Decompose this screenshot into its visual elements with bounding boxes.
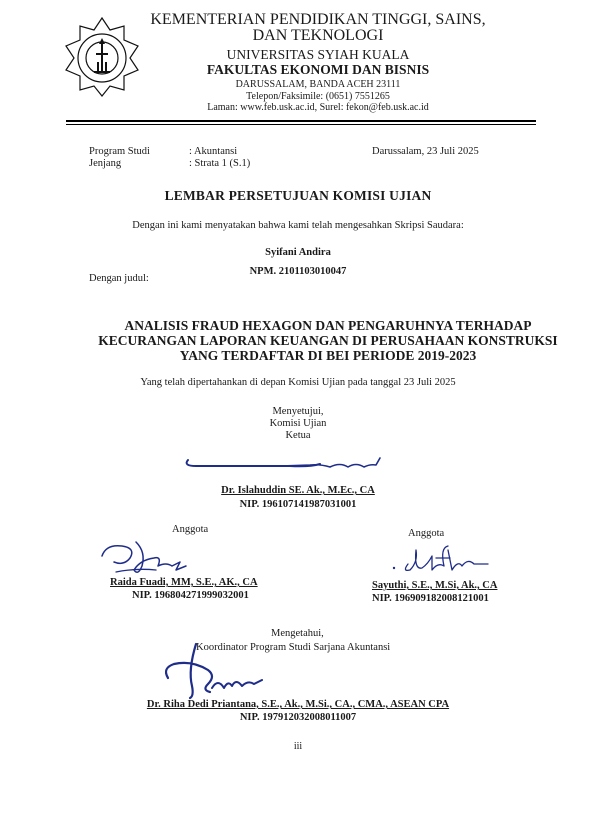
anggota2-nip: NIP. 196909182008121001 [372,593,489,604]
letterhead-ministry-line2: DAN TEKNOLOGI [252,27,384,44]
thesis-title-line: YANG TERDAFTAR DI BEI PERIODE 2019-2023 [179,348,477,363]
approval-line: Menyetujui, [272,406,324,417]
student-npm: NPM. 2101103010047 [249,266,347,277]
thesis-title-line: ANALISIS FRAUD HEXAGON DAN PENGARUHNYA TERHADAP [124,318,532,333]
anggota1-nip: NIP. 196804271999032001 [132,590,249,601]
approval-line: Komisi Ujian [269,418,327,429]
document-date: Darussalam, 23 Juli 2025 [372,146,479,157]
defense-statement: Yang telah dipertahankan di depan Komisi Ujian pada tanggal 23 Juli 2025 [140,377,456,388]
page-number: iii [293,741,303,752]
ketua-nip: NIP. 196107141987031001 [239,499,357,510]
letterhead-phone: Telepon/Faksimile: (0651) 7551265 [246,91,390,102]
approval-statement: Dengan ini kami menyatakan bahwa kami telah mengesahkan Skripsi Saudara: [132,220,464,231]
letterhead-university: UNIVERSITAS SYIAH KUALA [226,47,410,62]
acknowledge-line: Koordinator Program Studi Sarjana Akuntansi [196,642,391,653]
approval-line: Ketua [285,430,311,441]
program-label: Program Studi [89,146,150,157]
anggota2-label: Anggota [408,528,445,539]
page-title: LEMBAR PERSETUJUAN KOMISI UJIAN [164,188,432,203]
letterhead-faculty: FAKULTAS EKONOMI DAN BISNIS [206,62,430,77]
anggota2-name: Sayuthi, S.E., M.Si, Ak., CA [372,580,498,591]
letterhead-web: Laman: www.feb.usk.ac.id, Surel: fekon@feb.usk.ac.id [207,102,429,113]
student-name: Syifani Andira [265,247,331,258]
acknowledge-line: Mengetahui, [271,628,324,639]
anggota2-signature [388,540,508,585]
thesis-title-line: KECURANGAN LAPORAN KEUANGAN DI PERUSAHAAN KONSTRUKSI [98,333,558,348]
letterhead-ministry-line1: KEMENTERIAN PENDIDIKAN TINGGI, SAINS, [150,11,486,28]
koordinator-name: Dr. Riha Dedi Priantana, S.E., Ak., M.Si., CA., CMA., ASEAN CPA [146,699,450,710]
anggota1-name: Raida Fuadi, MM, S.E., AK., CA [110,577,258,588]
anggota1-label: Anggota [172,524,209,535]
level-label: Jenjang [89,158,122,169]
koordinator-nip: NIP. 197912032008011007 [239,712,357,723]
program-value: : Akuntansi [189,146,238,157]
letterhead-rule-thin [66,124,536,125]
ketua-name: Dr. Islahuddin SE. Ak., M.Ec., CA [221,485,375,496]
ketua-signature [180,448,390,483]
title-label: Dengan judul: [89,273,149,284]
koordinator-signature [162,640,272,707]
level-value: : Strata 1 (S.1) [189,158,251,169]
letterhead-rule-thick [66,120,536,122]
letterhead-address: DARUSSALAM, BANDA ACEH 23111 [235,79,401,90]
